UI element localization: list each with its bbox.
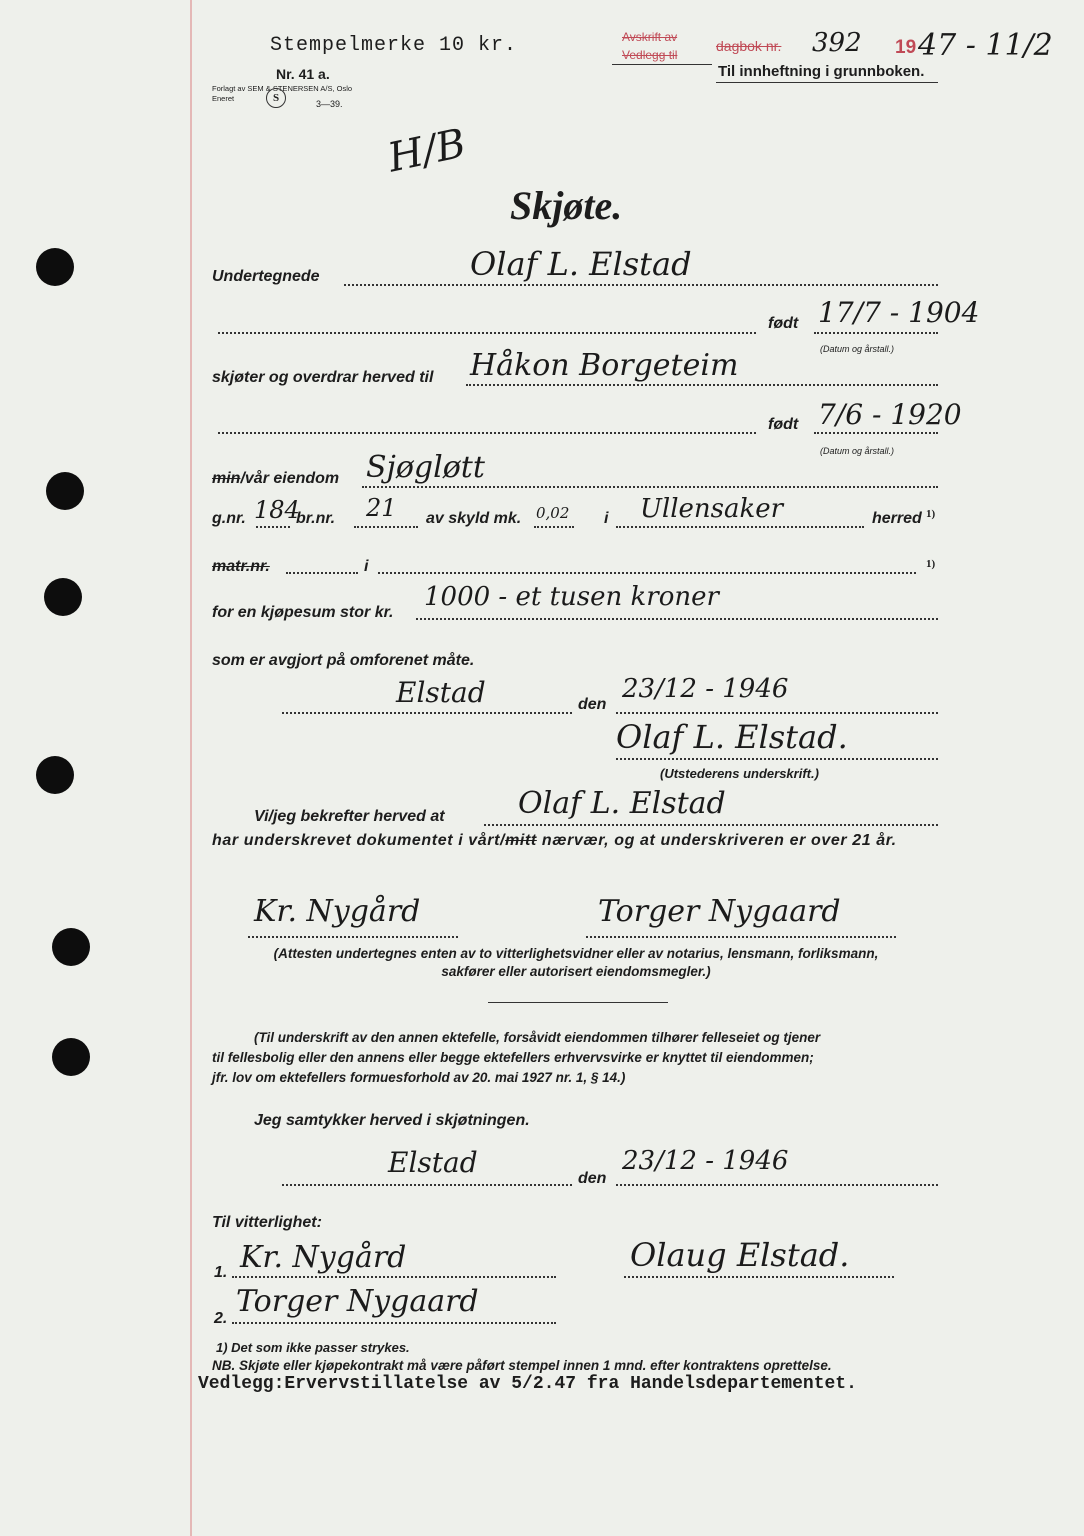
issuer-signature: Olaf L. Elstad.: [616, 718, 848, 756]
price-label: for en kjøpesum stor kr.: [212, 604, 394, 621]
property-label-text: /vår eiendom: [240, 470, 340, 487]
dotted-line: [256, 526, 290, 528]
dotted-line: [616, 526, 864, 528]
witness-line1-prefix: Vi/jeg bekrefter herved at: [254, 808, 445, 825]
witnesses-label: Til vitterlighet:: [212, 1214, 322, 1231]
transfer-label: skjøter og overdrar herved til: [212, 369, 434, 386]
footnote-line2: NB. Skjøte eller kjøpekontrakt må være påført stempel innen 1 mnd. efter kontraktens oprettelse.: [212, 1358, 832, 1373]
matr-in: i: [364, 558, 369, 575]
dotted-line: [624, 1276, 894, 1278]
dotted-line: [248, 936, 458, 938]
attest-note-line2: sakfører eller autorisert eiendomsmegler.): [441, 964, 711, 979]
witness-line2: [212, 832, 897, 850]
gnr-label: g.nr.: [212, 510, 246, 527]
handwritten-year: 47 - 11/2: [918, 28, 1053, 63]
document-title: Skjøte.: [510, 183, 623, 228]
witness-name1: Kr. Nygård: [240, 1240, 407, 1275]
property-value: Sjøgløtt: [366, 450, 485, 485]
date1: 23/12 - 1946: [622, 674, 789, 704]
dotted-line: [616, 758, 938, 760]
form-number: Nr. 41 a.: [276, 66, 330, 82]
diary-label: dagbok nr.: [716, 38, 782, 54]
den-label: den: [578, 1170, 607, 1187]
issuer-caption: (Utstederens underskrift.): [660, 766, 819, 781]
spouse-signature: Olaug Elstad.: [630, 1236, 850, 1274]
undersigned-value: Olaf L. Elstad: [470, 245, 692, 283]
dotted-line: [416, 618, 938, 620]
margin-rule: [190, 0, 192, 1536]
publisher-line2: Eneret: [212, 94, 235, 103]
divider: [488, 1002, 668, 1003]
dotted-line: [286, 572, 358, 574]
dotted-line: [814, 332, 938, 334]
witness-signature-2: Torger Nygaard: [598, 894, 841, 929]
footnote-mark: 1): [926, 558, 936, 570]
witness-num1: 1.: [214, 1264, 228, 1281]
punch-hole: [52, 1038, 90, 1076]
punch-hole: [46, 472, 84, 510]
property-label: [212, 470, 339, 488]
attachment-line: Vedlegg:Ervervstillatelse av 5/2.47 fra Handelsdepartementet.: [198, 1374, 857, 1394]
place2: Elstad: [388, 1146, 478, 1179]
punch-hole: [36, 756, 74, 794]
dotted-line: [218, 332, 756, 334]
herred-value: Ullensaker: [640, 494, 784, 524]
place1: Elstad: [396, 676, 486, 709]
witness-line2-a: har underskrevet dokumentet i vårt/: [212, 832, 506, 849]
binding-text: Til innheftning i grunnboken.: [718, 63, 925, 80]
binding-underline: [716, 82, 938, 83]
dotted-line: [354, 526, 418, 528]
spouse-note-line2: til fellesbolig eller den annens eller begge ektefellers erhvervsvirke er knyttet til eiendommen;: [212, 1050, 814, 1065]
year-prefix: 19: [895, 37, 917, 58]
attest-note-line1: (Attesten undertegnes enten av to vitterlighetsvidner eller av notarius, lensmann, forliksmann,: [273, 946, 879, 961]
witness-signature-1: Kr. Nygård: [254, 894, 421, 929]
born2-label: født: [768, 416, 799, 433]
punch-hole: [52, 928, 90, 966]
dotted-line: [466, 384, 938, 386]
dotted-line: [814, 432, 938, 434]
footnote-line1: 1) Det som ikke passer strykes.: [216, 1340, 410, 1355]
footnote-mark: 1): [926, 508, 936, 520]
bnr-value: 21: [366, 494, 397, 522]
witness-line2-b: nærvær, og at underskriveren er over 21 år.: [536, 832, 897, 849]
stamp-title: Stempelmerke 10 kr.: [270, 34, 518, 57]
born2-value: 7/6 - 1920: [818, 398, 962, 431]
dotted-line: [378, 572, 916, 574]
herred-label: herred: [872, 510, 922, 527]
dotted-line: [282, 712, 572, 714]
initials: H/B: [384, 120, 470, 182]
dotted-line: [218, 432, 756, 434]
transcript-label: Avskrift av: [622, 30, 678, 44]
dotted-line: [586, 936, 896, 938]
spouse-note-line3: jfr. lov om ektefellers formuesforhold av 20. mai 1927 nr. 1, § 14.): [212, 1070, 626, 1085]
dotted-line: [616, 712, 938, 714]
dotted-line: [484, 824, 938, 826]
bracket-line: [612, 64, 712, 65]
punch-hole: [44, 578, 82, 616]
witness-line1-value: Olaf L. Elstad: [518, 786, 726, 821]
born1-label: født: [768, 315, 799, 332]
punch-hole: [36, 248, 74, 286]
matr-label: matr.nr.: [212, 558, 270, 575]
dotted-line: [282, 1184, 572, 1186]
publisher-logo-icon: S: [266, 88, 286, 108]
agreed-text: som er avgjort på omforenet måte.: [212, 652, 475, 669]
price-value: 1000 - et tusen kroner: [424, 582, 719, 612]
attachment-label: Vedlegg til: [622, 48, 678, 62]
publisher-line1: Forlagt av SEM & STENERSEN A/S, Oslo: [212, 84, 353, 93]
date-hint: (Datum og årstall.): [820, 344, 895, 354]
undersigned-label: Undertegnede: [212, 268, 320, 285]
property-prefix-struck: min: [212, 470, 241, 487]
bnr-label: br.nr.: [296, 510, 336, 527]
in-label: i: [604, 510, 609, 527]
date2: 23/12 - 1946: [622, 1146, 789, 1176]
transfer-value: Håkon Borgeteim: [470, 348, 739, 383]
den-label: den: [578, 696, 607, 713]
dotted-line: [232, 1276, 556, 1278]
dotted-line: [534, 526, 574, 528]
dotted-line: [344, 284, 938, 286]
witness-name2: Torger Nygaard: [236, 1284, 479, 1319]
dotted-line: [362, 486, 938, 488]
skyld-value: 0,02: [536, 504, 570, 522]
date-hint: (Datum og årstall.): [820, 446, 895, 456]
gnr-value: 184: [254, 496, 300, 524]
spouse-note-line1: (Til underskrift av den annen ektefelle, forsåvidt eiendommen tilhører felleseiet og tjener: [254, 1030, 821, 1045]
skyld-label: av skyld mk.: [426, 510, 522, 527]
witness-num2: 2.: [214, 1310, 228, 1327]
witness-line2-struck: mitt: [505, 832, 537, 849]
born1-value: 17/7 - 1904: [818, 296, 980, 329]
publisher-date: 3—39.: [316, 99, 343, 109]
consent-text: Jeg samtykker herved i skjøtningen.: [254, 1112, 530, 1129]
dotted-line: [232, 1322, 556, 1324]
diary-number: 392: [812, 28, 862, 58]
dotted-line: [616, 1184, 938, 1186]
